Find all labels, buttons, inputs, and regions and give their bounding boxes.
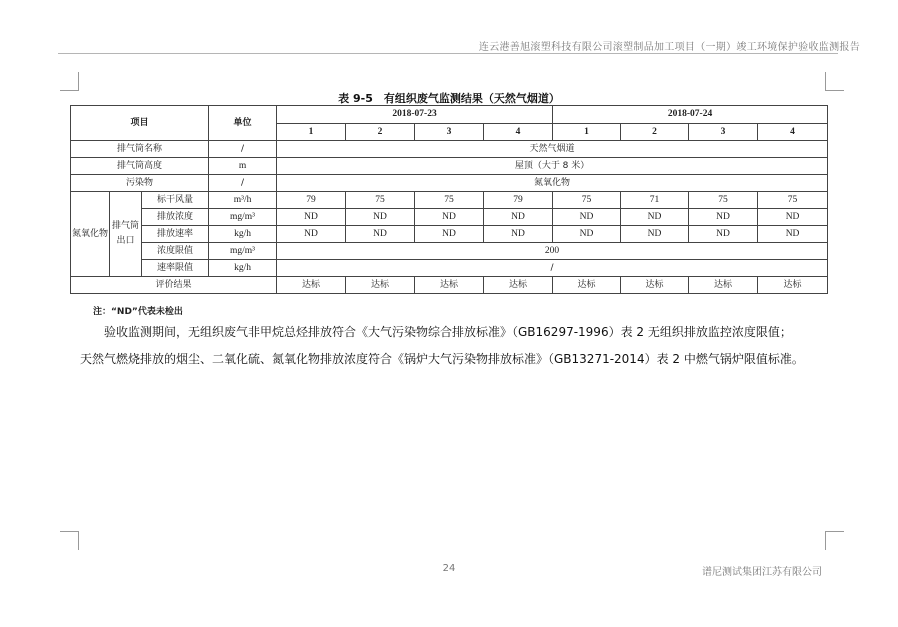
table-header-row	[71, 106, 828, 124]
row-label: 污染物	[71, 175, 209, 192]
evaluation-value: 达标	[621, 277, 689, 294]
table-row	[71, 226, 828, 243]
cell-value: 75	[689, 192, 758, 209]
row-label: 标干风量	[142, 192, 209, 209]
cell-value: ND	[484, 226, 553, 243]
header-seq: 1	[553, 124, 621, 141]
row-unit: kg/h	[209, 226, 277, 243]
row-unit: /	[209, 141, 277, 158]
conclusion-paragraph-1: 验收监测期间，无组织废气非甲烷总烃排放符合《大气污染物综合排放标准》（GB16297-1996）表 2 无组织排放监控浓度限值；	[104, 325, 792, 339]
cell-value: ND	[758, 209, 828, 226]
header-date: 2018-07-23	[277, 106, 553, 124]
row-unit: m	[209, 158, 277, 175]
table-row	[71, 192, 828, 209]
table-row	[71, 277, 828, 294]
cell-value: ND	[415, 226, 484, 243]
cell-value: ND	[689, 209, 758, 226]
cell-value: 75	[758, 192, 828, 209]
cell-value: ND	[346, 209, 415, 226]
pollutant-group-label: 氮氧化物	[71, 192, 110, 277]
table-row	[71, 141, 828, 158]
table-title: 表 9-5 有组织废气监测结果（天然气烟道）	[338, 92, 560, 105]
row-value: 屋顶（大于 8 米）	[277, 158, 828, 175]
table-row	[71, 175, 828, 192]
evaluation-value: 达标	[553, 277, 621, 294]
table-row	[71, 209, 828, 226]
row-label: 排放浓度	[142, 209, 209, 226]
header-seq: 3	[415, 124, 484, 141]
row-unit: /	[209, 175, 277, 192]
cell-value: ND	[553, 209, 621, 226]
cell-value: ND	[621, 226, 689, 243]
header-unit: 单位	[209, 106, 277, 141]
evaluation-value: 达标	[346, 277, 415, 294]
header-divider	[58, 53, 838, 54]
monitoring-results-table	[70, 105, 828, 294]
header-seq: 2	[621, 124, 689, 141]
table-row	[71, 260, 828, 277]
table-row	[71, 243, 828, 260]
row-unit: kg/h	[209, 260, 277, 277]
table-row	[71, 158, 828, 175]
cell-value: ND	[277, 226, 346, 243]
outlet-group-label: 排气筒出口	[110, 192, 142, 277]
row-label: 速率限值	[142, 260, 209, 277]
row-value: 氮氧化物	[277, 175, 828, 192]
conclusion-paragraph-2: 天然气燃烧排放的烟尘、二氧化硫、氮氧化物排放浓度符合《锅炉大气污染物排放标准》（GB13271-2014）表 2 中燃气锅炉限值标准。	[80, 352, 804, 366]
cell-value: ND	[689, 226, 758, 243]
cell-value: 75	[415, 192, 484, 209]
evaluation-label: 评价结果	[71, 277, 277, 294]
header-seq: 4	[758, 124, 828, 141]
header-seq: 1	[277, 124, 346, 141]
cell-value: ND	[621, 209, 689, 226]
header-seq: 2	[346, 124, 415, 141]
row-unit: mg/m³	[209, 209, 277, 226]
row-unit: m³/h	[209, 192, 277, 209]
header-seq: 3	[689, 124, 758, 141]
crop-mark-top-left	[60, 72, 79, 91]
cell-value: ND	[484, 209, 553, 226]
row-label: 排气筒名称	[71, 141, 209, 158]
page-number: 24	[442, 563, 456, 574]
footer-company: 谱尼测试集团江苏有限公司	[702, 567, 822, 578]
header-date: 2018-07-24	[553, 106, 828, 124]
report-header-title: 连云港善旭滚塑科技有限公司滚塑制品加工项目（一期）竣工环境保护验收监测报告	[478, 42, 860, 53]
cell-value: 75	[553, 192, 621, 209]
cell-value: ND	[758, 226, 828, 243]
evaluation-value: 达标	[415, 277, 484, 294]
table-note: 注：“ND”代表未检出	[93, 307, 183, 317]
crop-mark-bottom-right	[825, 531, 844, 550]
crop-mark-top-right	[825, 72, 844, 91]
evaluation-value: 达标	[689, 277, 758, 294]
crop-mark-bottom-left	[60, 531, 79, 550]
cell-value: 75	[346, 192, 415, 209]
cell-value: ND	[277, 209, 346, 226]
limit-value: /	[277, 260, 828, 277]
cell-value: 71	[621, 192, 689, 209]
header-seq: 4	[484, 124, 553, 141]
row-label: 浓度限值	[142, 243, 209, 260]
row-label: 排气筒高度	[71, 158, 209, 175]
header-item: 项目	[71, 106, 209, 141]
cell-value: 79	[484, 192, 553, 209]
evaluation-value: 达标	[484, 277, 553, 294]
row-unit: mg/m³	[209, 243, 277, 260]
evaluation-value: 达标	[758, 277, 828, 294]
evaluation-value: 达标	[277, 277, 346, 294]
cell-value: 79	[277, 192, 346, 209]
cell-value: ND	[346, 226, 415, 243]
row-value: 天然气烟道	[277, 141, 828, 158]
limit-value: 200	[277, 243, 828, 260]
cell-value: ND	[415, 209, 484, 226]
cell-value: ND	[553, 226, 621, 243]
row-label: 排放速率	[142, 226, 209, 243]
